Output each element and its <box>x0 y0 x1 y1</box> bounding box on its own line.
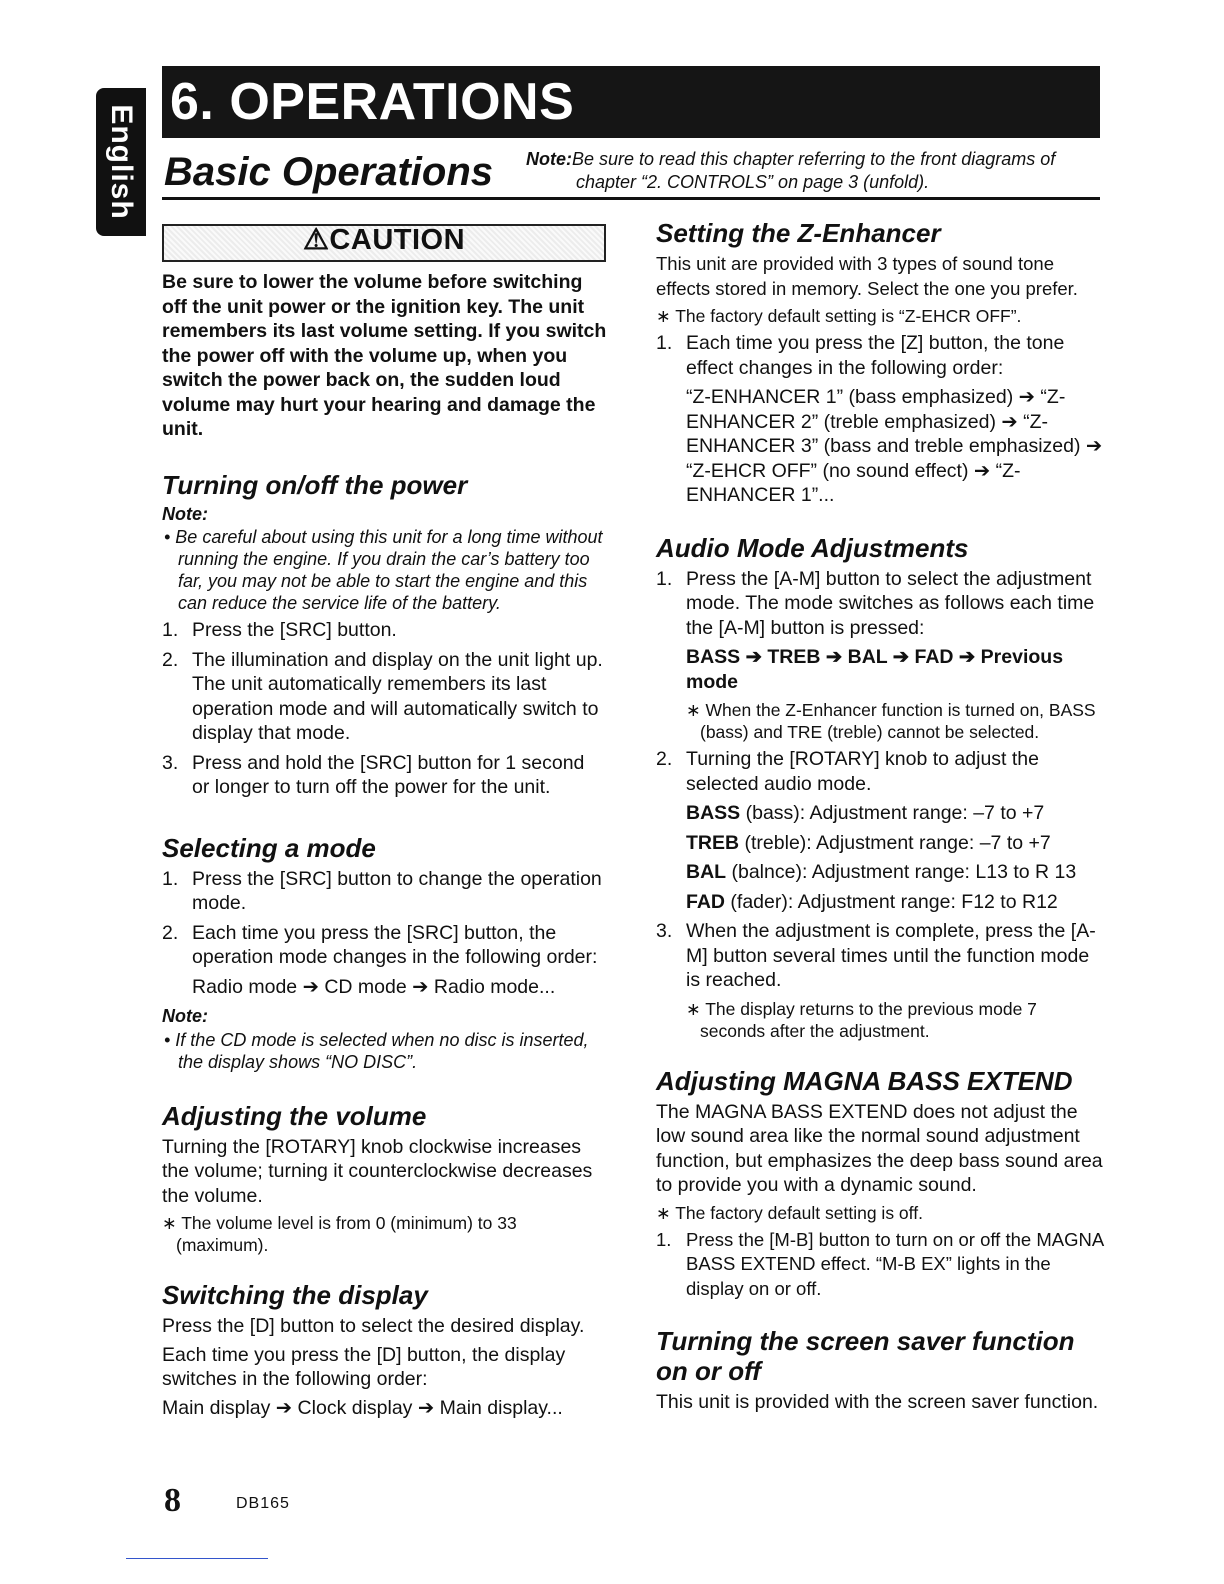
audio-note-3: ∗ The display returns to the previous mode 7 seconds after the adjustment. <box>686 998 1037 1041</box>
mode-heading: Selecting a mode <box>162 832 376 863</box>
magna-heading: Adjusting MAGNA BASS EXTEND <box>656 1065 1073 1096</box>
display-text-2: Each time you press the [D] button, the display switches in the following order: <box>162 1343 566 1390</box>
audio-sequence: BASS ➔ TREB ➔ BAL ➔ FAD ➔ Previous mode <box>686 646 1064 693</box>
display-heading: Switching the display <box>162 1280 428 1310</box>
volume-text: Turning the [ROTARY] knob clockwise increases the volume; turning it counterclockwise decreases the volume. <box>162 1135 593 1207</box>
power-note: • Be careful about using this unit for a long time without running the engine. If you drain the car’s battery too far, you may not be able to start the engine and this can reduce the service life of the battery. <box>164 527 603 613</box>
power-step: 1. Press the [SRC] button. <box>162 619 397 641</box>
power-note-label: Note: <box>162 503 208 524</box>
saver-heading: Turning the screen saver function on or off <box>656 1326 1075 1386</box>
mode-sequence: Radio mode ➔ CD mode ➔ Radio mode... <box>192 975 556 998</box>
left-column <box>162 224 607 1424</box>
chapter-title: 6. OPERATIONS <box>170 73 575 131</box>
range-row: TREB (treble): Adjustment range: –7 to +7 <box>686 831 1051 854</box>
header-rule <box>162 197 1100 200</box>
zenh-note: ∗ The factory default setting is “Z-EHCR OFF”. <box>656 306 1022 326</box>
section-title: Basic Operations <box>164 150 494 194</box>
magna-text: The MAGNA BASS EXTEND does not adjust the low sound area like the normal sound adjustment function, but emphasizes the deep bass sound area to provide you with a dynamic sound. <box>656 1100 1103 1196</box>
bottom-line <box>126 1558 268 1559</box>
volume-note: ∗ The volume level is from 0 (minimum) to 33 (maximum). <box>162 1213 517 1255</box>
header-note-line1: Be sure to read this chapter referring to the front diagrams of <box>572 149 1056 169</box>
range-row: FAD (fader): Adjustment range: F12 to R12 <box>686 890 1058 913</box>
mode-step: 1. Press the [SRC] button to change the operation mode. <box>162 867 602 914</box>
display-text-1: Press the [D] button to select the desired display. <box>162 1315 585 1337</box>
zenh-step: 1. Each time you press the [Z] button, the tone effect changes in the following order: <box>656 332 1065 379</box>
power-heading: Turning on/off the power <box>162 469 468 500</box>
header-note-line2: chapter “2. CONTROLS” on page 3 (unfold). <box>576 172 930 192</box>
zenh-sequence: “Z-ENHANCER 1” (bass emphasized) ➔ “Z-ENHANCER 2” (treble emphasized) ➔ “Z-ENHANCER 3” (bass and treble emphasized) ➔ “Z-EHCR OFF” (no sound effect) ➔ “Z-ENHANCER 1”... <box>686 386 1103 506</box>
mode-step: 2. Each time you press the [SRC] button, the operation mode changes in the following order: <box>162 921 598 968</box>
caution-title: ⚠CAUTION <box>302 224 466 256</box>
mode-note-label: Note: <box>162 1006 208 1026</box>
caution-box <box>162 224 606 262</box>
audio-step-1: 1. Press the [A-M] button to select the adjustment mode. The mode switches as follows each time the [A-M] button is pressed: <box>656 567 1095 639</box>
audio-note-1: ∗ When the Z-Enhancer function is turned on, BASS (bass) and TRE (treble) cannot be selected. <box>686 700 1096 742</box>
power-step: 3. Press and hold the [SRC] button for 1 second or longer to turn off the power for the unit. <box>162 751 585 798</box>
chapter-banner <box>162 66 1100 138</box>
display-sequence: Main display ➔ Clock display ➔ Main display... <box>162 1396 563 1419</box>
caution-text: Be sure to lower the volume before switching off the unit power or the ignition key. The unit remembers its last volume setting. If you switch the power off with the volume up, when you switch the power back on, the sudden loud volume may hurt your hearing and damage the unit. <box>162 271 607 440</box>
audio-step-3: 3. When the adjustment is complete, press the [A-M] button several times until the function mode is reached. <box>656 920 1096 991</box>
audio-step-2: 2. Turning the [ROTARY] knob to adjust the selected audio mode. <box>656 748 1039 795</box>
zenh-intro: This unit are provided with 3 types of sound tone effects stored in memory. Select the one you prefer. <box>656 253 1078 299</box>
header-note <box>526 148 1106 194</box>
saver-text: This unit is provided with the screen saver function. <box>656 1391 1099 1413</box>
magna-step: 1. Press the [M-B] button to turn on or off the MAGNA BASS EXTEND effect. “M-B EX” lights in the display on or off. <box>656 1228 1104 1299</box>
model-code: DB165 <box>236 1495 290 1512</box>
page-number: 8 <box>164 1482 181 1519</box>
language-tab-label: English <box>105 104 138 220</box>
audio-heading: Audio Mode Adjustments <box>656 532 969 563</box>
volume-heading: Adjusting the volume <box>162 1100 427 1131</box>
range-row: BASS (bass): Adjustment range: –7 to +7 <box>686 802 1045 824</box>
language-tab <box>96 88 146 236</box>
header-note-label: Note: <box>526 149 572 169</box>
zenh-heading: Setting the Z-Enhancer <box>656 218 941 248</box>
right-column <box>656 218 1106 1419</box>
power-step: 2. The illumination and display on the unit light up. The unit automatically remembers its last operation mode and will automatically switch to display that mode. <box>162 648 603 744</box>
mode-note: • If the CD mode is selected when no disc is inserted, the display shows “NO DISC”. <box>164 1029 589 1072</box>
range-row: BAL (balnce): Adjustment range: L13 to R 13 <box>686 861 1077 883</box>
magna-note: ∗ The factory default setting is off. <box>656 1202 923 1223</box>
